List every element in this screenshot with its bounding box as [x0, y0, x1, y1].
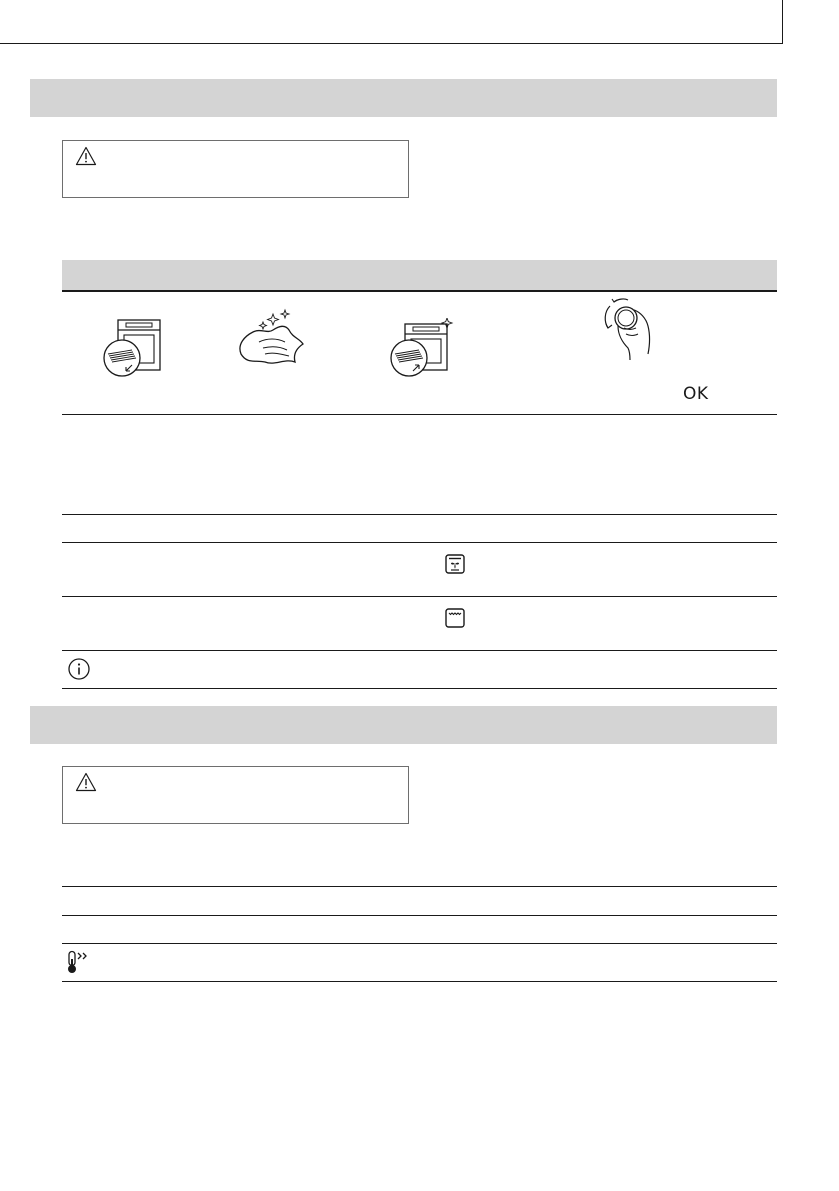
warning-triangle-icon [75, 772, 97, 792]
info-icon [68, 658, 90, 680]
table-divider [62, 943, 777, 944]
warning-triangle-icon [75, 146, 97, 166]
oven-remove-shelf-icon [100, 318, 170, 380]
table-divider [62, 514, 777, 515]
crop-mark-horizontal [0, 43, 782, 44]
section-header-band [30, 706, 777, 744]
table-divider [62, 414, 777, 415]
warning-box [62, 140, 409, 198]
section-header-band [30, 79, 777, 117]
table-divider [62, 542, 777, 543]
oven-insert-shelf-clean-icon [387, 318, 457, 380]
hand-turning-knob-icon [600, 296, 662, 362]
wipe-cloth-sparkle-icon [233, 308, 309, 372]
table-divider [62, 981, 777, 982]
table-divider [62, 886, 777, 887]
warning-box [62, 766, 409, 824]
mode-top-heat-icon [445, 608, 465, 628]
table-header [62, 260, 777, 292]
thermometer-heat-icon [66, 950, 92, 974]
table-divider [62, 915, 777, 916]
table-divider [62, 688, 777, 689]
ok-button-label: OK [683, 384, 709, 404]
table-divider [62, 596, 777, 597]
crop-mark-vertical [782, 0, 783, 44]
mode-fan-bottom-icon [445, 554, 465, 574]
table-divider [62, 650, 777, 651]
